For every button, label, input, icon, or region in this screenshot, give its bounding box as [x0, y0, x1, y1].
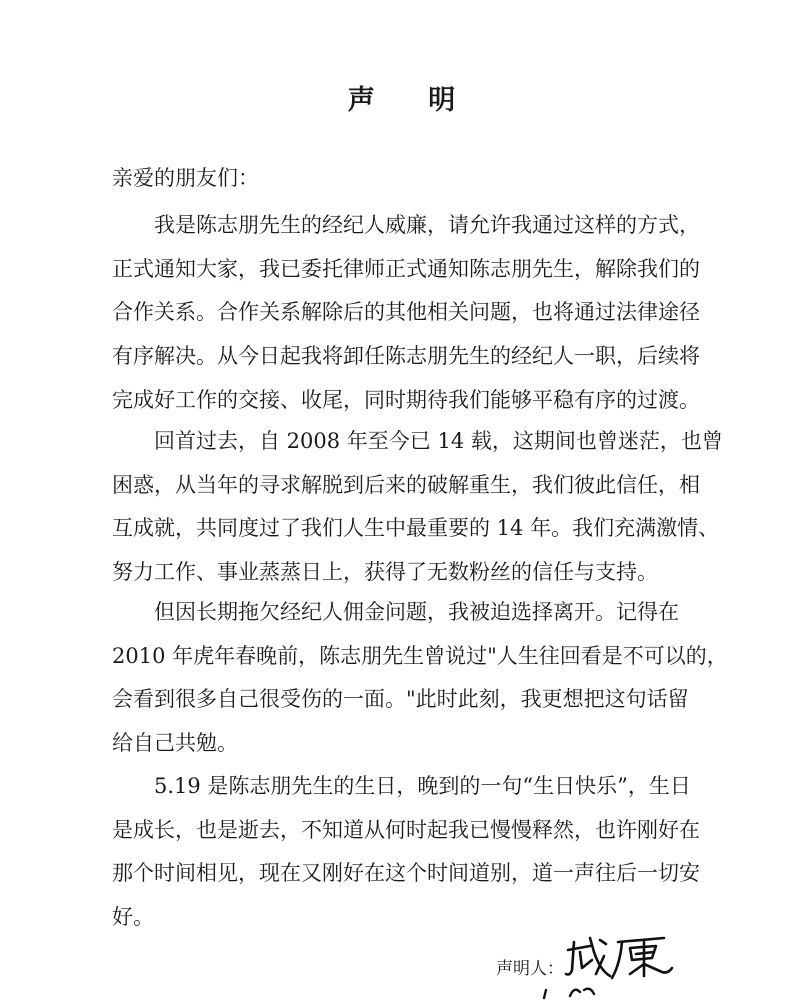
paragraph-4 [112, 765, 700, 940]
signature-stroke-fragment [540, 984, 600, 1004]
paragraph-line: 有序解决。从今日起我将卸任陈志朋先生的经纪人一职，后续将 [112, 344, 700, 369]
handwritten-signature [560, 930, 680, 986]
paragraph-3 [112, 591, 728, 766]
paragraph-1 [112, 204, 700, 423]
paragraph-2 [112, 420, 723, 595]
paragraph-line: 那个时间相见，现在又刚好在这个时间道别，道一声往后一切安 [112, 861, 700, 886]
paragraph-line: 困惑，从当年的寻求解脱到后来的破解重生，我们彼此信任，相 [112, 472, 700, 497]
paragraph-line: 互成就，共同度过了我们人生中最重要的 14 年。我们充满激情、 [112, 516, 720, 541]
paragraph-line: 努力工作、事业蒸蒸日上，获得了无数粉丝的信任与支持。 [112, 560, 658, 585]
paragraph-line: 会看到很多自己很受伤的一面。"此时此刻，我更想把这句话留 [112, 687, 689, 712]
document-title: 声 明 [347, 85, 478, 116]
salutation: 亲爱的朋友们： [112, 166, 259, 190]
signer-label: 声明人： [496, 959, 564, 979]
paragraph-line: 但因长期拖欠经纪人佣金问题，我被迫选择离开。记得在 [154, 600, 679, 624]
paragraph-line: 我是陈志朋先生的经纪人威廉，请允许我通过这样的方式， [154, 213, 700, 237]
paragraph-line: 合作关系。合作关系解除后的其他相关问题，也将通过法律途径 [112, 300, 700, 325]
paragraph-line: 2010 年虎年春晚前，陈志朋先生曾说过"人生往回看是不可以的， [112, 643, 728, 668]
paragraph-line: 给自己共勉。 [112, 731, 238, 756]
paragraph-line: 完成好工作的交接、收尾，同时期待我们能够平稳有序的过渡。 [112, 387, 700, 412]
paragraph-line: 是成长，也是逝去，不知道从何时起我已慢慢释然，也许刚好在 [112, 817, 700, 842]
paragraph-line: 好。 [112, 905, 154, 930]
paragraph-line: 5.19 是陈志朋先生的生日，晚到的一句“生日快乐”，生日 [154, 774, 691, 798]
paragraph-line: 正式通知大家，我已委托律师正式通知陈志朋先生，解除我们的 [112, 256, 700, 281]
paragraph-line: 回首过去，自 2008 年至今已 14 载，这期间也曾迷茫，也曾 [154, 429, 723, 453]
